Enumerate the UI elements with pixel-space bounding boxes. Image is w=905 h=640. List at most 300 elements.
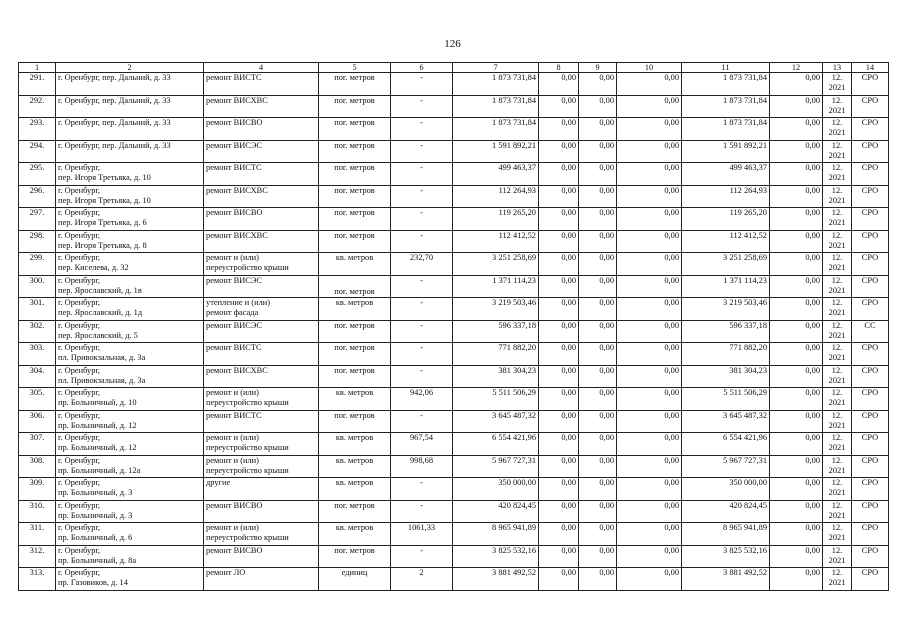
col9-cell: 0,00	[579, 455, 617, 478]
quantity-cell: 998,68	[391, 455, 453, 478]
row-number: 312.	[19, 545, 56, 568]
col9-cell: 0,00	[579, 208, 617, 231]
col12-cell: 0,00	[770, 185, 823, 208]
completion-date-cell: 12. 2021	[823, 118, 852, 141]
col12-cell: 0,00	[770, 253, 823, 276]
col12-cell: 0,00	[770, 478, 823, 501]
column-number: 9	[579, 63, 617, 73]
col11-cell: 112 412,52	[682, 230, 770, 253]
funding-method-cell: СРО	[852, 95, 889, 118]
col9-cell: 0,00	[579, 185, 617, 208]
total-cost-cell: 381 304,23	[453, 365, 539, 388]
unit-cell: кв. метров	[319, 523, 391, 546]
address-cell: г. Оренбург, пр. Больничный, д. 12а	[56, 455, 204, 478]
row-number: 291.	[19, 73, 56, 96]
col11-cell: 596 337,18	[682, 320, 770, 343]
unit-cell: пог. метров	[319, 545, 391, 568]
completion-date-cell: 12. 2021	[823, 388, 852, 411]
completion-date-cell: 12. 2021	[823, 568, 852, 591]
work-type-cell: ремонт ВИСЭС	[204, 140, 319, 163]
unit-cell: пог. метров	[319, 163, 391, 186]
col11-cell: 381 304,23	[682, 365, 770, 388]
col9-cell: 0,00	[579, 298, 617, 321]
address-cell: г. Оренбург, пер. Ярославский, д. 5	[56, 320, 204, 343]
work-type-cell: ремонт ВИСЭС	[204, 320, 319, 343]
col10-cell: 0,00	[617, 298, 682, 321]
total-cost-cell: 1 873 731,84	[453, 118, 539, 141]
total-cost-cell: 5 511 506,29	[453, 388, 539, 411]
col11-cell: 420 824,45	[682, 500, 770, 523]
completion-date-cell: 12. 2021	[823, 433, 852, 456]
address-cell: г. Оренбург, пл. Привокзальная, д. 3а	[56, 365, 204, 388]
quantity-cell: 942,06	[391, 388, 453, 411]
total-cost-cell: 8 965 941,89	[453, 523, 539, 546]
address-cell: г. Оренбург, пер. Ярославский, д. 1д	[56, 298, 204, 321]
col10-cell: 0,00	[617, 568, 682, 591]
col12-cell: 0,00	[770, 523, 823, 546]
unit-cell: пог. метров	[319, 208, 391, 231]
address-cell: г. Оренбург, пер. Ярославский, д. 1в	[56, 275, 204, 298]
address-cell: г. Оренбург, пр. Больничный, д. 6	[56, 523, 204, 546]
col11-cell: 1 591 892,21	[682, 140, 770, 163]
work-type-cell: ремонт ВИСЭС	[204, 275, 319, 298]
col9-cell: 0,00	[579, 320, 617, 343]
total-cost-cell: 3 645 487,32	[453, 410, 539, 433]
col8-cell: 0,00	[539, 140, 579, 163]
unit-cell: пог. метров	[319, 95, 391, 118]
work-type-cell: ремонт ВИСВО	[204, 545, 319, 568]
col12-cell: 0,00	[770, 455, 823, 478]
quantity-cell: -	[391, 208, 453, 231]
funding-method-cell: СРО	[852, 568, 889, 591]
col12-cell: 0,00	[770, 388, 823, 411]
completion-date-cell: 12. 2021	[823, 320, 852, 343]
col9-cell: 0,00	[579, 500, 617, 523]
total-cost-cell: 1 873 731,84	[453, 73, 539, 96]
row-number: 305.	[19, 388, 56, 411]
col12-cell: 0,00	[770, 500, 823, 523]
quantity-cell: 232,70	[391, 253, 453, 276]
col10-cell: 0,00	[617, 500, 682, 523]
col11-cell: 112 264,93	[682, 185, 770, 208]
completion-date-cell: 12. 2021	[823, 500, 852, 523]
col8-cell: 0,00	[539, 365, 579, 388]
column-number: 7	[453, 63, 539, 73]
work-type-cell: ремонт ВИСХВС	[204, 365, 319, 388]
funding-method-cell: СРО	[852, 433, 889, 456]
quantity-cell: -	[391, 545, 453, 568]
completion-date-cell: 12. 2021	[823, 185, 852, 208]
col10-cell: 0,00	[617, 253, 682, 276]
address-cell: г. Оренбург, пер. Дальний, д. 33	[56, 118, 204, 141]
col8-cell: 0,00	[539, 298, 579, 321]
quantity-cell: -	[391, 140, 453, 163]
col9-cell: 0,00	[579, 365, 617, 388]
page-number: 126	[444, 38, 461, 50]
row-number: 302.	[19, 320, 56, 343]
address-cell: г. Оренбург, пр. Больничный, д. 3	[56, 478, 204, 501]
total-cost-cell: 6 554 421,96	[453, 433, 539, 456]
col9-cell: 0,00	[579, 118, 617, 141]
col11-cell: 1 873 731,84	[682, 95, 770, 118]
col8-cell: 0,00	[539, 163, 579, 186]
col12-cell: 0,00	[770, 410, 823, 433]
unit-cell: кв. метров	[319, 433, 391, 456]
total-cost-cell: 3 825 532,16	[453, 545, 539, 568]
column-number: 11	[682, 63, 770, 73]
total-cost-cell: 3 881 492,52	[453, 568, 539, 591]
col9-cell: 0,00	[579, 343, 617, 366]
work-type-cell: ремонт ВИСХВС	[204, 230, 319, 253]
address-cell: г. Оренбург, пер. Дальний, д. 33	[56, 73, 204, 96]
work-type-cell: ремонт ВИСТС	[204, 343, 319, 366]
completion-date-cell: 12. 2021	[823, 545, 852, 568]
col12-cell: 0,00	[770, 365, 823, 388]
col10-cell: 0,00	[617, 410, 682, 433]
total-cost-cell: 3 251 258,69	[453, 253, 539, 276]
address-cell: г. Оренбург, пер. Игоря Третьяка, д. 8	[56, 230, 204, 253]
address-cell: г. Оренбург, пер. Игоря Третьяка, д. 6	[56, 208, 204, 231]
unit-cell: пог. метров	[319, 410, 391, 433]
quantity-cell: -	[391, 500, 453, 523]
table-body	[19, 63, 889, 591]
table-row	[19, 455, 889, 478]
work-type-cell: ремонт и (или) переустройство крыши	[204, 433, 319, 456]
total-cost-cell: 1 873 731,84	[453, 95, 539, 118]
table-row	[19, 320, 889, 343]
completion-date-cell: 12. 2021	[823, 523, 852, 546]
quantity-cell: -	[391, 478, 453, 501]
column-number: 10	[617, 63, 682, 73]
col8-cell: 0,00	[539, 410, 579, 433]
unit-cell: кв. метров	[319, 455, 391, 478]
table-row	[19, 568, 889, 591]
column-number: 5	[319, 63, 391, 73]
completion-date-cell: 12. 2021	[823, 455, 852, 478]
unit-cell: единиц	[319, 568, 391, 591]
quantity-cell: -	[391, 95, 453, 118]
col11-cell: 1 873 731,84	[682, 73, 770, 96]
funding-method-cell: СРО	[852, 410, 889, 433]
address-cell: г. Оренбург, пер. Дальний, д. 33	[56, 140, 204, 163]
work-type-cell: ремонт ЛО	[204, 568, 319, 591]
table-row	[19, 185, 889, 208]
col8-cell: 0,00	[539, 320, 579, 343]
quantity-cell: -	[391, 320, 453, 343]
table-row	[19, 410, 889, 433]
funding-method-cell: СРО	[852, 253, 889, 276]
col12-cell: 0,00	[770, 568, 823, 591]
completion-date-cell: 12. 2021	[823, 163, 852, 186]
row-number: 294.	[19, 140, 56, 163]
col12-cell: 0,00	[770, 163, 823, 186]
col12-cell: 0,00	[770, 118, 823, 141]
col9-cell: 0,00	[579, 163, 617, 186]
quantity-cell: -	[391, 118, 453, 141]
col8-cell: 0,00	[539, 185, 579, 208]
column-number: 4	[204, 63, 319, 73]
total-cost-cell: 5 967 727,31	[453, 455, 539, 478]
work-type-cell: ремонт ВИСТС	[204, 73, 319, 96]
col11-cell: 350 000,00	[682, 478, 770, 501]
col10-cell: 0,00	[617, 523, 682, 546]
funding-method-cell: СРО	[852, 365, 889, 388]
unit-cell: пог. метров	[319, 500, 391, 523]
col10-cell: 0,00	[617, 343, 682, 366]
column-number: 2	[56, 63, 204, 73]
address-cell: г. Оренбург, пл. Привокзальная, д. 3а	[56, 343, 204, 366]
col12-cell: 0,00	[770, 320, 823, 343]
col8-cell: 0,00	[539, 545, 579, 568]
total-cost-cell: 119 265,20	[453, 208, 539, 231]
funding-method-cell: СРО	[852, 185, 889, 208]
column-number-row	[19, 63, 889, 73]
table-row	[19, 163, 889, 186]
col9-cell: 0,00	[579, 140, 617, 163]
funding-method-cell: СРО	[852, 140, 889, 163]
col12-cell: 0,00	[770, 298, 823, 321]
table-row	[19, 118, 889, 141]
col9-cell: 0,00	[579, 230, 617, 253]
col10-cell: 0,00	[617, 185, 682, 208]
column-number: 1	[19, 63, 56, 73]
table-row	[19, 298, 889, 321]
quantity-cell: 2	[391, 568, 453, 591]
col9-cell: 0,00	[579, 478, 617, 501]
row-number: 308.	[19, 455, 56, 478]
col8-cell: 0,00	[539, 523, 579, 546]
row-number: 301.	[19, 298, 56, 321]
funding-method-cell: СРО	[852, 118, 889, 141]
completion-date-cell: 12. 2021	[823, 343, 852, 366]
funding-method-cell: СРО	[852, 208, 889, 231]
row-number: 311.	[19, 523, 56, 546]
funding-method-cell: СРО	[852, 73, 889, 96]
total-cost-cell: 112 412,52	[453, 230, 539, 253]
completion-date-cell: 12. 2021	[823, 95, 852, 118]
col11-cell: 499 463,37	[682, 163, 770, 186]
table-row	[19, 343, 889, 366]
col9-cell: 0,00	[579, 545, 617, 568]
completion-date-cell: 12. 2021	[823, 230, 852, 253]
table-row	[19, 73, 889, 96]
completion-date-cell: 12. 2021	[823, 365, 852, 388]
address-cell: г. Оренбург, пр. Больничный, д. 10	[56, 388, 204, 411]
unit-cell: пог. метров	[319, 185, 391, 208]
unit-cell: кв. метров	[319, 478, 391, 501]
column-number: 13	[823, 63, 852, 73]
table-row	[19, 253, 889, 276]
table-row	[19, 95, 889, 118]
row-number: 299.	[19, 253, 56, 276]
col10-cell: 0,00	[617, 118, 682, 141]
work-type-cell: ремонт ВИСХВС	[204, 185, 319, 208]
funding-method-cell: СРО	[852, 545, 889, 568]
unit-cell: пог. метров	[319, 275, 391, 298]
col10-cell: 0,00	[617, 230, 682, 253]
col9-cell: 0,00	[579, 388, 617, 411]
row-number: 306.	[19, 410, 56, 433]
address-cell: г. Оренбург, пр. Больничный, д. 8а	[56, 545, 204, 568]
col8-cell: 0,00	[539, 500, 579, 523]
col11-cell: 771 882,20	[682, 343, 770, 366]
completion-date-cell: 12. 2021	[823, 410, 852, 433]
col8-cell: 0,00	[539, 455, 579, 478]
quantity-cell: 1061,33	[391, 523, 453, 546]
row-number: 292.	[19, 95, 56, 118]
unit-cell: пог. метров	[319, 365, 391, 388]
work-type-cell: ремонт ВИСВО	[204, 118, 319, 141]
quantity-cell: -	[391, 298, 453, 321]
col10-cell: 0,00	[617, 545, 682, 568]
row-number: 309.	[19, 478, 56, 501]
col11-cell: 3 219 503,46	[682, 298, 770, 321]
row-number: 297.	[19, 208, 56, 231]
col8-cell: 0,00	[539, 388, 579, 411]
row-number: 307.	[19, 433, 56, 456]
col8-cell: 0,00	[539, 95, 579, 118]
col11-cell: 5 511 506,29	[682, 388, 770, 411]
col10-cell: 0,00	[617, 388, 682, 411]
table-row	[19, 208, 889, 231]
col12-cell: 0,00	[770, 95, 823, 118]
work-type-cell: другие	[204, 478, 319, 501]
completion-date-cell: 12. 2021	[823, 73, 852, 96]
funding-method-cell: СРО	[852, 478, 889, 501]
completion-date-cell: 12. 2021	[823, 298, 852, 321]
col11-cell: 6 554 421,96	[682, 433, 770, 456]
work-type-cell: ремонт ВИСТС	[204, 163, 319, 186]
total-cost-cell: 3 219 503,46	[453, 298, 539, 321]
completion-date-cell: 12. 2021	[823, 275, 852, 298]
address-cell: г. Оренбург, пр. Газовиков, д. 14	[56, 568, 204, 591]
unit-cell: кв. метров	[319, 388, 391, 411]
col10-cell: 0,00	[617, 478, 682, 501]
unit-cell: кв. метров	[319, 298, 391, 321]
col10-cell: 0,00	[617, 365, 682, 388]
table-row	[19, 545, 889, 568]
table-row	[19, 433, 889, 456]
work-type-cell: ремонт и (или) переустройство крыши	[204, 253, 319, 276]
work-type-cell: ремонт и (или) переустройство крыши	[204, 388, 319, 411]
col9-cell: 0,00	[579, 410, 617, 433]
col10-cell: 0,00	[617, 455, 682, 478]
col8-cell: 0,00	[539, 275, 579, 298]
table-row	[19, 388, 889, 411]
unit-cell: пог. метров	[319, 343, 391, 366]
work-type-cell: ремонт ВИСВО	[204, 500, 319, 523]
col8-cell: 0,00	[539, 118, 579, 141]
table-row	[19, 230, 889, 253]
funding-method-cell: СРО	[852, 298, 889, 321]
address-cell: г. Оренбург, пр. Больничный, д. 12	[56, 410, 204, 433]
col9-cell: 0,00	[579, 568, 617, 591]
unit-cell: пог. метров	[319, 230, 391, 253]
address-cell: г. Оренбург, пер. Киселева, д. 32	[56, 253, 204, 276]
work-type-cell: ремонт и (или) переустройство крыши	[204, 455, 319, 478]
address-cell: г. Оренбург, пр. Больничный, д. 3	[56, 500, 204, 523]
row-number: 300.	[19, 275, 56, 298]
col12-cell: 0,00	[770, 230, 823, 253]
total-cost-cell: 596 337,18	[453, 320, 539, 343]
unit-cell: пог. метров	[319, 140, 391, 163]
table-row	[19, 275, 889, 298]
quantity-cell: 967,54	[391, 433, 453, 456]
repair-program-table	[18, 62, 889, 591]
col11-cell: 3 251 258,69	[682, 253, 770, 276]
quantity-cell: -	[391, 365, 453, 388]
row-number: 304.	[19, 365, 56, 388]
col12-cell: 0,00	[770, 208, 823, 231]
col10-cell: 0,00	[617, 163, 682, 186]
col9-cell: 0,00	[579, 275, 617, 298]
total-cost-cell: 1 371 114,23	[453, 275, 539, 298]
address-cell: г. Оренбург, пер. Дальний, д. 33	[56, 95, 204, 118]
completion-date-cell: 12. 2021	[823, 208, 852, 231]
table-row	[19, 140, 889, 163]
column-number: 6	[391, 63, 453, 73]
column-number: 8	[539, 63, 579, 73]
completion-date-cell: 12. 2021	[823, 478, 852, 501]
col9-cell: 0,00	[579, 433, 617, 456]
row-number: 303.	[19, 343, 56, 366]
funding-method-cell: СРО	[852, 275, 889, 298]
work-type-cell: утепление и (или) ремонт фасада	[204, 298, 319, 321]
col8-cell: 0,00	[539, 568, 579, 591]
address-cell: г. Оренбург, пер. Игоря Третьяка, д. 10	[56, 163, 204, 186]
funding-method-cell: СРО	[852, 523, 889, 546]
col8-cell: 0,00	[539, 478, 579, 501]
col8-cell: 0,00	[539, 208, 579, 231]
col10-cell: 0,00	[617, 320, 682, 343]
table-row	[19, 500, 889, 523]
total-cost-cell: 112 264,93	[453, 185, 539, 208]
col12-cell: 0,00	[770, 343, 823, 366]
table-row	[19, 478, 889, 501]
row-number: 296.	[19, 185, 56, 208]
col8-cell: 0,00	[539, 253, 579, 276]
col12-cell: 0,00	[770, 545, 823, 568]
col12-cell: 0,00	[770, 433, 823, 456]
col9-cell: 0,00	[579, 73, 617, 96]
col11-cell: 8 965 941,89	[682, 523, 770, 546]
col8-cell: 0,00	[539, 343, 579, 366]
work-type-cell: ремонт и (или) переустройство крыши	[204, 523, 319, 546]
col9-cell: 0,00	[579, 95, 617, 118]
unit-cell: пог. метров	[319, 73, 391, 96]
funding-method-cell: СРО	[852, 500, 889, 523]
work-type-cell: ремонт ВИСХВС	[204, 95, 319, 118]
total-cost-cell: 420 824,45	[453, 500, 539, 523]
col8-cell: 0,00	[539, 433, 579, 456]
quantity-cell: -	[391, 275, 453, 298]
funding-method-cell: СС	[852, 320, 889, 343]
col10-cell: 0,00	[617, 275, 682, 298]
completion-date-cell: 12. 2021	[823, 140, 852, 163]
address-cell: г. Оренбург, пр. Больничный, д. 12	[56, 433, 204, 456]
funding-method-cell: СРО	[852, 343, 889, 366]
col12-cell: 0,00	[770, 275, 823, 298]
col11-cell: 3 881 492,52	[682, 568, 770, 591]
col10-cell: 0,00	[617, 433, 682, 456]
col11-cell: 1 371 114,23	[682, 275, 770, 298]
unit-cell: пог. метров	[319, 320, 391, 343]
total-cost-cell: 499 463,37	[453, 163, 539, 186]
col10-cell: 0,00	[617, 208, 682, 231]
funding-method-cell: СРО	[852, 163, 889, 186]
unit-cell: кв. метров	[319, 253, 391, 276]
col11-cell: 3 645 487,32	[682, 410, 770, 433]
